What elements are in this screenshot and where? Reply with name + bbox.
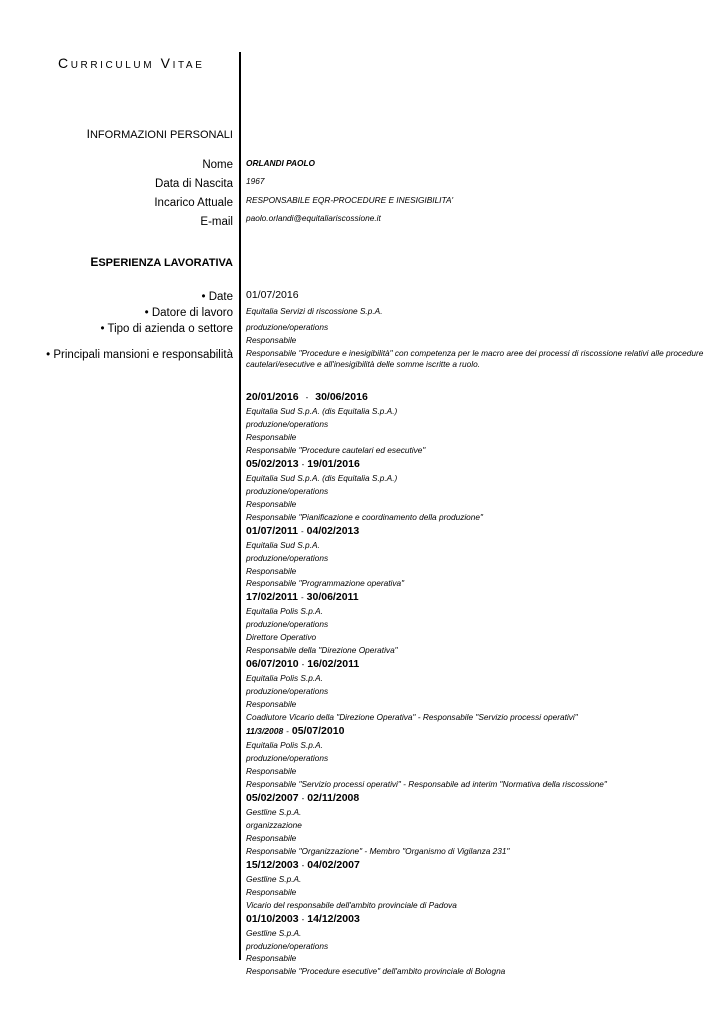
job-entry [246, 657, 706, 724]
personal-info-heading: INFORMAZIONI PERSONALI [86, 127, 233, 141]
current-sector: produzione/operations [246, 322, 329, 332]
experience-heading: ESPERIENZA LAVORATIVA [90, 255, 233, 269]
job-employer: Equitalia Polis S.p.A. [246, 606, 324, 617]
job-entry [246, 791, 706, 858]
job-duties: Responsabile "Programmazione operativa" [246, 578, 405, 589]
job-duties: Responsabile "Pianificazione e coordinamento della produzione" [246, 511, 483, 522]
label-duties: • Principali mansioni e responsabilità [46, 349, 233, 361]
job-role: Responsabile [246, 565, 297, 576]
job-sector: produzione/operations [246, 619, 329, 630]
job-employer: Gestline S.p.A. [246, 927, 302, 938]
job-duties: Responsabile "Servizio processi operativi" - Responsabile ad interim "Normativa della riscossione" [246, 778, 607, 789]
current-duties: Responsabile "Procedure e inesigibilità" con competenza per le macro aree dei processi di riscossione relativi alle procedure cautelari/esecutive e all'inesigibilità delle somme iscritte a ruolo. [246, 348, 704, 369]
job-dates: 20/01/2016 - 30/06/2016 [246, 391, 368, 403]
job-entry [246, 457, 706, 524]
job-duties: Responsabile "Procedure cautelari ed esecutive" [246, 444, 426, 455]
job-role: Responsabile [246, 498, 297, 509]
previous-jobs-list [246, 390, 706, 978]
job-entry [246, 590, 706, 657]
column-divider [239, 52, 241, 960]
job-sector: organizzazione [246, 819, 302, 830]
job-dates: 01/07/2011 - 04/02/2013 [246, 524, 360, 537]
job-role: Responsabile [246, 886, 297, 897]
job-dates: 11/3/2008 - 05/07/2010 [246, 725, 345, 738]
value-email[interactable]: paolo.orlandi@equitaliariscossione.it [246, 213, 381, 223]
job-entry [246, 390, 706, 457]
job-sector: produzione/operations [246, 418, 329, 429]
job-employer: Equitalia Sud S.p.A. (dis Equitalia S.p.A.) [246, 472, 398, 483]
job-role: Responsabile [246, 699, 297, 710]
job-dates: 15/12/2003 - 04/02/2007 [246, 858, 360, 871]
job-duties: Responsabile "Procedure esecutive" dell'ambito provinciale di Bologna [246, 966, 506, 977]
job-dates: 05/02/2007 - 02/11/2008 [246, 791, 360, 804]
current-employer: Equitalia Servizi di riscossione S.p.A. [246, 306, 383, 316]
label-date: • Date [201, 291, 233, 303]
job-role: Responsabile [246, 953, 297, 964]
value-current-role: RESPONSABILE EQR-PROCEDURE E INESIGIBILITA' [246, 195, 454, 205]
label-current-role: Incarico Attuale [154, 197, 233, 209]
job-role: Direttore Operativo [246, 632, 317, 643]
value-birth-date: 1967 [246, 176, 265, 186]
job-employer: Gestline S.p.A. [246, 873, 302, 884]
job-role: Responsabile [246, 431, 297, 442]
job-dates: 06/07/2010 - 16/02/2011 [246, 658, 360, 671]
label-employer: • Datore di lavoro [144, 307, 233, 319]
job-dates: 17/02/2011 - 30/06/2011 [246, 591, 359, 604]
current-date: 01/07/2016 [246, 289, 299, 301]
job-role: Responsabile [246, 832, 297, 843]
label-email: E-mail [200, 216, 233, 228]
job-duties: Responsabile della "Direzione Operativa" [246, 645, 398, 656]
job-employer: Equitalia Polis S.p.A. [246, 673, 324, 684]
job-duties: Responsabile "Organizzazione" - Membro "Organismo di Vigilanza 231" [246, 845, 510, 856]
job-dates: 05/02/2013 - 19/01/2016 [246, 457, 360, 470]
job-sector: produzione/operations [246, 686, 329, 697]
job-employer: Equitalia Sud S.p.A. (dis Equitalia S.p.A.) [246, 406, 398, 416]
job-sector: produzione/operations [246, 485, 329, 496]
page-title: CURRICULUM VITAE [58, 55, 205, 71]
job-dates: 01/10/2003 - 14/12/2003 [246, 912, 360, 925]
label-name: Nome [202, 159, 233, 171]
job-employer: Gestline S.p.A. [246, 806, 302, 817]
label-sector: • Tipo di azienda o settore [100, 323, 233, 335]
job-entry [246, 524, 706, 591]
job-sector: produzione/operations [246, 753, 329, 764]
value-name: ORLANDI PAOLO [246, 158, 315, 168]
job-duties: Vicario del responsabile dell'ambito provinciale di Padova [246, 899, 457, 910]
job-entry [246, 912, 706, 979]
job-entry [246, 858, 706, 912]
job-sector: produzione/operations [246, 940, 329, 951]
job-role: Responsabile [246, 765, 297, 776]
job-duties: Coadiutore Vicario della "Direzione Operativa" - Responsabile "Servizio processi operativi" [246, 712, 578, 723]
current-role: Responsabile [246, 335, 297, 345]
label-birth-date: Data di Nascita [155, 178, 233, 190]
job-sector: produzione/operations [246, 552, 329, 563]
job-employer: Equitalia Polis S.p.A. [246, 740, 324, 751]
job-employer: Equitalia Sud S.p.A. [246, 539, 320, 550]
job-entry [246, 724, 706, 791]
